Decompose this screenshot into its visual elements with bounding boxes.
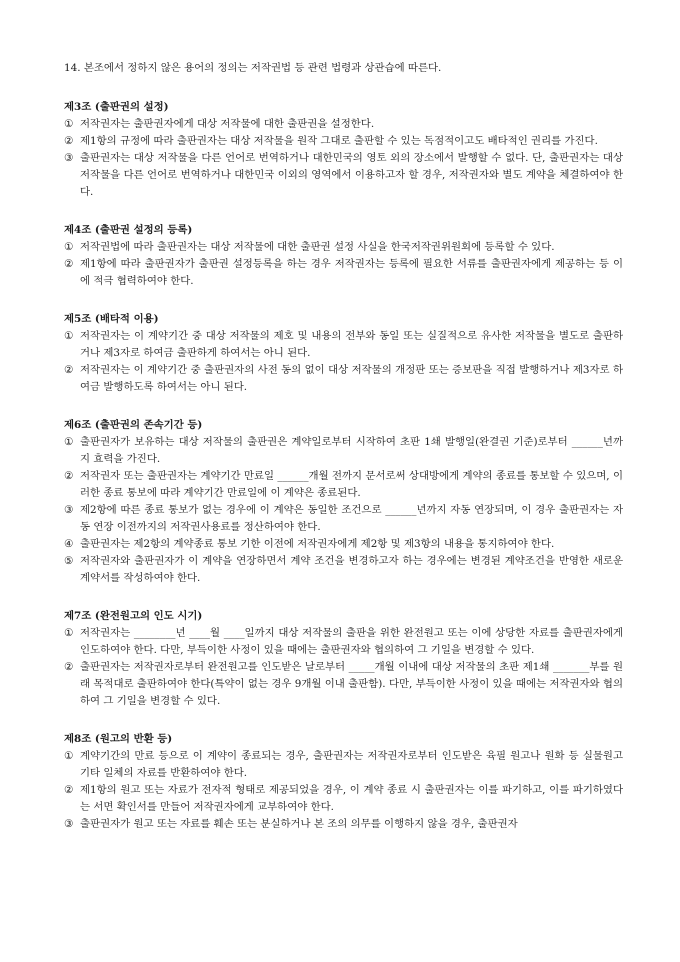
article-title: 제6조 (출판권의 존속기간 등) xyxy=(64,419,203,431)
clause xyxy=(64,434,623,468)
clause-number: ① xyxy=(64,436,74,448)
article-section xyxy=(64,731,623,833)
clause-number: ① xyxy=(64,750,74,762)
clause-number: ① xyxy=(64,118,74,130)
article-section xyxy=(64,222,623,290)
clause-number: ⑤ xyxy=(64,555,74,567)
clause xyxy=(64,553,623,587)
clause xyxy=(64,782,623,816)
article-title: 제5조 (배타적 이용) xyxy=(64,313,159,325)
intro-clause: 14. 본조에서 정하지 않은 용어의 정의는 저작권법 등 관련 법령과 상관습에 따른다. xyxy=(64,62,442,74)
clause-text: 출판권자가 원고 또는 자료를 훼손 또는 분실하거나 본 조의 의무를 이행하지 않을 경우, 출판권자 xyxy=(80,818,518,830)
clause-text: 저작권자는 이 계약기간 중 대상 저작물의 제호 및 내용의 전부와 동일 또는 실질적으로 유사한 저작물을 별도로 출판하거나 제3자로 하여금 출판하게 하여서는 아니 된다. xyxy=(80,330,623,359)
clause xyxy=(64,625,623,659)
clause-text: 제1항에 따라 출판권자가 출판권 설정등록을 하는 경우 저작권자는 등록에 필요한 서류를 출판권자에게 제공하는 등 이에 적극 협력하여야 한다. xyxy=(80,258,623,287)
clause xyxy=(64,150,623,201)
articles-container xyxy=(64,99,623,833)
clause xyxy=(64,116,623,133)
clause-text: 저작권자는 이 계약기간 중 출판권자의 사전 동의 없이 대상 저작물의 개정판 또는 증보판을 직접 발행하거나 제3자로 하여금 발행하도록 하여서는 아니 된다. xyxy=(80,364,623,393)
clause-text: 출판권자는 저작권자로부터 완전원고를 인도받은 날로부터 _____개월 이내에 대상 저작물의 초판 제1쇄 _______부를 원래 목적대로 출판하여야 한다(특약이 없는 경우 9개월 이내 출판함). 다만, 부득이한 사정이 있을 때에는 저작권자와 협의하여 그 기일을 변경할 수 있다. xyxy=(80,661,623,707)
clause-text: 저작권자는 ________년 ____월 ____일까지 대상 저작물의 출판을 위한 완전원고 또는 이에 상당한 자료를 출판권자에게 인도하여야 한다. 다만, 부득이한 사정이 있을 때에는 출판권자와 협의하여 그 기일을 변경할 수 있다. xyxy=(80,627,623,656)
clause-number: ② xyxy=(64,364,74,376)
clause xyxy=(64,502,623,536)
clause-number: ③ xyxy=(64,504,74,516)
article-section xyxy=(64,99,623,201)
clause-text: 저작권법에 따라 출판권자는 대상 저작물에 대한 출판권 설정 사실을 한국저작권위원회에 등록할 수 있다. xyxy=(80,241,555,253)
article-title: 제7조 (완전원고의 인도 시기) xyxy=(64,610,203,622)
clause-text: 저작권자와 출판권자가 이 계약을 연장하면서 계약 조건을 변경하고자 하는 경우에는 변경된 계약조건을 반영한 새로운 계약서를 작성하여야 한다. xyxy=(80,555,623,584)
clause-number: ③ xyxy=(64,152,74,164)
clause-number: ① xyxy=(64,241,74,253)
clause xyxy=(64,239,623,256)
clause-number: ② xyxy=(64,470,74,482)
clause-text: 계약기간의 만료 등으로 이 계약이 종료되는 경우, 출판권자는 저작권자로부터 인도받은 육필 원고나 원화 등 실물원고 기타 일체의 자료를 반환하여야 한다. xyxy=(80,750,623,779)
clause xyxy=(64,659,623,710)
clause xyxy=(64,536,623,553)
clause xyxy=(64,816,623,833)
clause xyxy=(64,468,623,502)
clause xyxy=(64,133,623,150)
clause-text: 출판권자는 제2항의 계약종료 통보 기한 이전에 저작권자에게 제2항 및 제3항의 내용을 통지하여야 한다. xyxy=(80,538,555,550)
clause-text: 제2항에 따른 종료 통보가 없는 경우에 이 계약은 동일한 조건으로 ______년까지 자동 연장되며, 이 경우 출판권자는 자동 연장 이전까지의 저작권사용료를 정산하여야 한다. xyxy=(80,504,623,533)
clause xyxy=(64,328,623,362)
clause-text: 출판권자는 대상 저작물을 다른 언어로 번역하거나 대한민국의 영토 외의 장소에서 발행할 수 없다. 단, 출판권자는 대상 저작물을 다른 언어로 번역하거나 대한민국 이외의 영역에서 이용하고자 할 경우, 저작권자와 별도 계약을 체결하여야 한다. xyxy=(80,152,623,198)
clause-number: ② xyxy=(64,661,74,673)
clause-number: ③ xyxy=(64,818,74,830)
clause-text: 출판권자가 보유하는 대상 저작물의 출판권은 계약일로부터 시작하여 초판 1쇄 발행일(완결권 기준)로부터 ______년까지 효력을 가진다. xyxy=(80,436,623,465)
article-section xyxy=(64,311,623,396)
clause xyxy=(64,256,623,290)
article-title: 제4조 (출판권 설정의 등록) xyxy=(64,224,193,236)
clause-text: 저작권자 또는 출판권자는 계약기간 만료일 ______개월 전까지 문서로써 상대방에게 계약의 종료를 통보할 수 있으며, 이러한 종료 통보에 따라 계약기간 만료일에 이 계약은 종료된다. xyxy=(80,470,623,499)
clause-text: 저작권자는 출판권자에게 대상 저작물에 대한 출판권을 설정한다. xyxy=(80,118,375,130)
clause-number: ② xyxy=(64,135,74,147)
article-title: 제3조 (출판권의 설정) xyxy=(64,101,169,113)
article-title: 제8조 (원고의 반환 등) xyxy=(64,733,173,745)
clause-number: ② xyxy=(64,258,74,270)
clause-number: ① xyxy=(64,330,74,342)
clause xyxy=(64,748,623,782)
clause-text: 제1항의 규정에 따라 출판권자는 대상 저작물을 원작 그대로 출판할 수 있는 독점적이고도 배타적인 권리를 가진다. xyxy=(80,135,598,147)
article-section xyxy=(64,608,623,710)
clause-number: ④ xyxy=(64,538,74,550)
clause-text: 제1항의 원고 또는 자료가 전자적 형태로 제공되었을 경우, 이 계약 종료 시 출판권자는 이를 파기하고, 이를 파기하였다는 서면 확인서를 만들어 저작권자에게 교부하여야 한다. xyxy=(80,784,623,813)
clause xyxy=(64,362,623,396)
article-section xyxy=(64,417,623,587)
clause-number: ① xyxy=(64,627,74,639)
clause-number: ② xyxy=(64,784,74,796)
